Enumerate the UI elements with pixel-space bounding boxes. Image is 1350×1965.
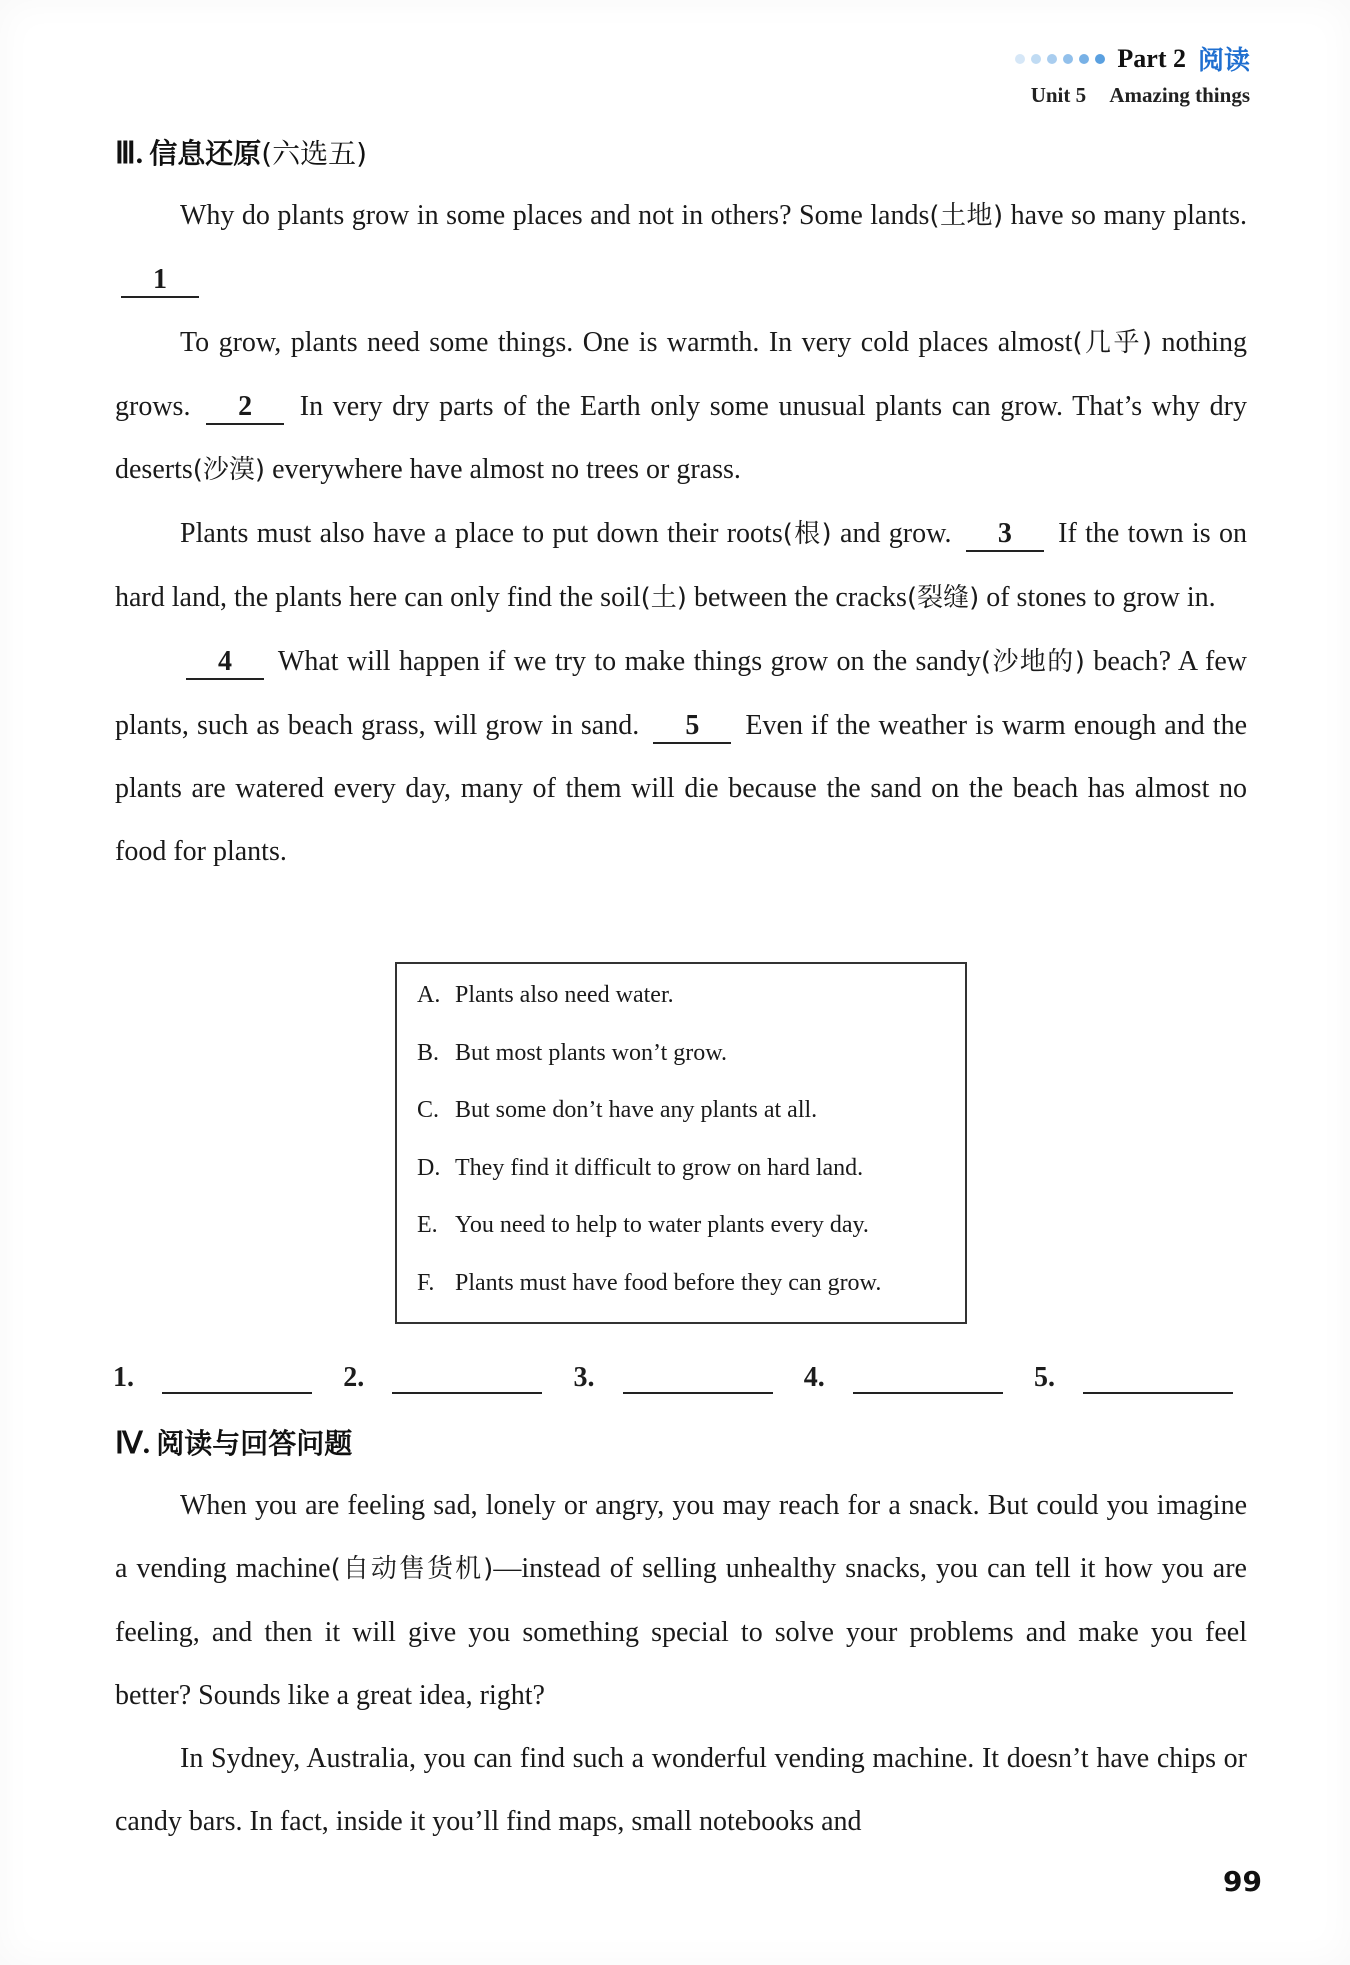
answer-item-3 [574, 1362, 773, 1394]
section-3-title: 信息还原 [149, 137, 262, 170]
text-span: of stones to grow in. [979, 582, 1216, 613]
chinese-gloss: (沙地的) [980, 647, 1085, 677]
header-part-line [1015, 40, 1250, 77]
passage-paragraph-5 [115, 1474, 1247, 1727]
section-3-subtitle: (六选五) [261, 137, 368, 170]
text-span: In Sydney, Australia, you can find such a wonderful vending machine. It doesn’t have chips or candy bars. In fact, inside it you’ll find maps, small notebooks and [115, 1743, 1247, 1837]
answer-blank-1[interactable]: 1 [121, 264, 199, 298]
option-letter: E. [417, 1212, 438, 1238]
dot-icon [1095, 54, 1105, 64]
option-text: You need to help to water plants every day. [455, 1212, 869, 1238]
option-f [417, 1268, 945, 1326]
option-text: They find it difficult to grow on hard land. [455, 1154, 864, 1181]
text-span: beach? A few plants, such as beach grass, will grow in sand. [115, 646, 1247, 741]
dot-icon [1063, 54, 1073, 64]
text-span: Plants must also have a place to put down their roots [180, 518, 783, 549]
text-span: and grow. [831, 518, 952, 549]
options-box [395, 962, 967, 1324]
section-3-heading [115, 132, 367, 172]
answer-line-5[interactable] [1083, 1364, 1233, 1394]
option-text: But most plants won’t grow. [455, 1039, 728, 1066]
text-span: What will happen if we try to make things grow on the sandy [277, 646, 981, 677]
passage-paragraph-3 [115, 502, 1247, 630]
passage-paragraph-6 [115, 1727, 1247, 1853]
option-b [417, 1038, 945, 1096]
chinese-gloss: (根) [782, 519, 832, 549]
answer-blank-2[interactable]: 2 [206, 391, 284, 425]
option-letter: D. [417, 1154, 441, 1181]
page-number: 99 [1223, 1865, 1262, 1898]
header-unit-line [1015, 83, 1250, 108]
dot-icon [1079, 54, 1089, 64]
text-span: —instead of selling unhealthy snacks, you can tell it how you are feeling, and then it will give you something special to solve your problems and make you feel better? Sounds like a great idea, right? [115, 1553, 1247, 1711]
text-span: In very dry parts of the Earth only some unusual plants can grow. That’s why dry deserts [115, 391, 1247, 485]
answer-item-2 [343, 1362, 542, 1394]
section-4-number: Ⅳ. [115, 1427, 151, 1460]
option-letter: C. [417, 1097, 440, 1123]
answer-number: 4. [803, 1362, 825, 1393]
text-span: everywhere have almost no trees or grass. [265, 454, 741, 485]
answer-number: 1. [113, 1362, 134, 1393]
option-text: Plants must have food before they can grow. [455, 1269, 882, 1296]
answer-line-2[interactable] [392, 1364, 542, 1394]
answer-item-1 [113, 1362, 312, 1394]
passage-paragraph-4 [115, 630, 1247, 883]
page-header [1015, 40, 1250, 108]
section-3-number: Ⅲ. [115, 137, 144, 170]
text-span: When you are feeling sad, lonely or angry, you may reach for a snack. But could you imagine a vending machine [115, 1490, 1247, 1584]
text-span: nothing grows. [115, 327, 1247, 422]
option-text: Plants also need water. [455, 982, 674, 1008]
chinese-gloss: (自动售货机) [330, 1554, 494, 1584]
chinese-gloss: (土地) [929, 201, 1004, 231]
text-span: between the cracks [686, 582, 907, 613]
chinese-gloss: (几乎) [1072, 328, 1153, 358]
answer-item-5 [1034, 1362, 1233, 1394]
option-letter: F. [417, 1269, 435, 1296]
answer-number: 3. [573, 1362, 595, 1393]
decorative-dots [1015, 54, 1105, 64]
dot-icon [1015, 54, 1025, 64]
answer-line-1[interactable] [162, 1364, 312, 1394]
answer-item-4 [804, 1362, 1003, 1394]
part-label: Part 2 [1117, 43, 1186, 73]
chinese-gloss: (土) [640, 583, 687, 613]
answer-line-3[interactable] [623, 1364, 773, 1394]
option-c [417, 1095, 945, 1153]
section-4-title: 阅读与回答问题 [156, 1427, 353, 1460]
chinese-gloss: (沙漠) [192, 455, 266, 485]
answer-line-4[interactable] [853, 1364, 1003, 1394]
answer-number: 2. [343, 1362, 365, 1393]
text-span: Even if the weather is warm enough and the plants are watered every day, many of them will die because the sand on the beach has almost no food for plants. [115, 710, 1248, 867]
text-span: If the town is on hard land, the plants here can only find the soil [115, 518, 1247, 613]
text-span: Why do plants grow in some places and not in others? Some lands [180, 200, 930, 231]
text-span: have so many plants. [1003, 200, 1248, 231]
section-3-passage [115, 184, 1247, 883]
section-4-passage [115, 1474, 1247, 1853]
option-e [417, 1210, 945, 1268]
section-4-heading [115, 1422, 352, 1462]
option-d [417, 1153, 945, 1211]
unit-label: Unit 5 [1030, 83, 1087, 107]
dot-icon [1047, 54, 1057, 64]
part-chinese-label: 阅读 [1197, 46, 1250, 76]
answer-number: 5. [1034, 1362, 1055, 1393]
text-span: To grow, plants need some things. One is warmth. In very cold places almost [180, 327, 1073, 358]
answer-blank-5[interactable]: 5 [653, 710, 731, 744]
option-a [417, 980, 945, 1038]
option-text: But some don’t have any plants at all. [455, 1097, 818, 1123]
unit-title: Amazing things [1109, 83, 1250, 107]
answer-blank-3[interactable]: 3 [966, 518, 1044, 552]
option-letter: A. [417, 982, 441, 1008]
dot-icon [1031, 54, 1041, 64]
answer-row [113, 1362, 1233, 1394]
answer-blank-4[interactable]: 4 [186, 646, 264, 680]
chinese-gloss: (裂缝) [906, 583, 980, 613]
passage-paragraph-2 [115, 311, 1247, 502]
passage-paragraph-1 [115, 184, 1247, 311]
option-letter: B. [417, 1039, 440, 1066]
